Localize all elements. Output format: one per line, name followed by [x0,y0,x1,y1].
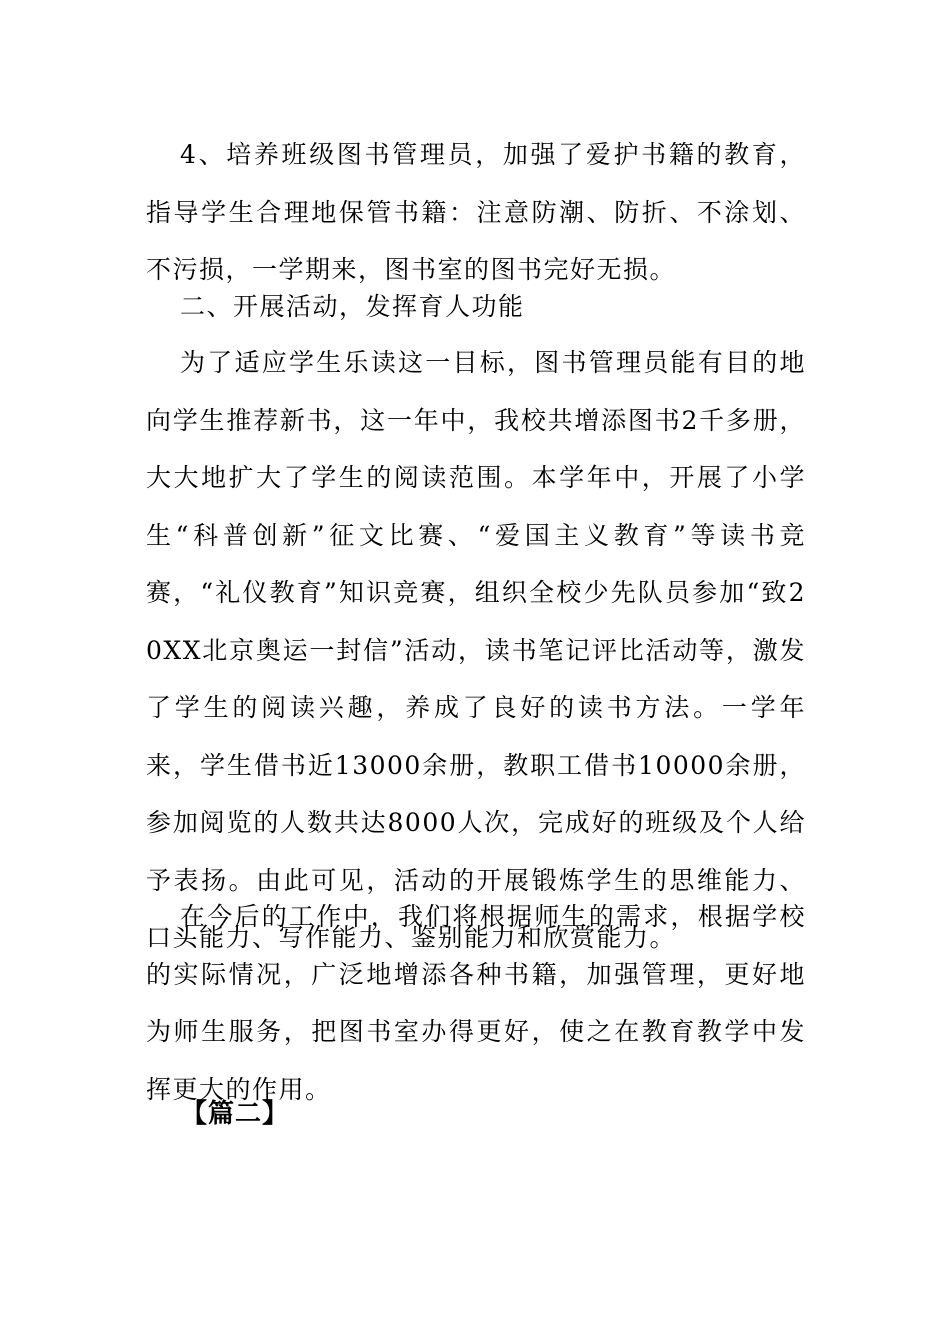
paragraph-librarian-training: 4、培养班级图书管理员，加强了爱护书籍的教育，指导学生合理地保管书籍：注意防潮、防折、不涂划、不污损，一学期来，图书室的图书完好无损。 [146,140,806,284]
paragraph-activities: 为了适应学生乐读这一目标，图书管理员能有目的地向学生推荐新书，这一年中，我校共增添图书2千多册，大大地扩大了学生的阅读范围。本学年中，开展了小学生“科普创新”征文比赛、“爱国主义教育”等读书竞赛，“礼仪教育”知识竞赛，组织全校少先队员参加“致20XX北京奥运一封信”活动，读书笔记评比活动等，激发了学生的阅读兴趣，养成了良好的读书方法。一学年来，学生借书近13000余册，教职工借书10000余册，参加阅览的人数共达8000人次，完成好的班级及个人给予表扬。由此可见，活动的开展锻炼学生的思维能力、口头能力、写作能力、鉴别能力和欣赏能力。 [146,348,806,952]
paragraph-future-work: 在今后的工作中，我们将根据师生的需求，根据学校的实际情况，广泛地增添各种书籍，加强管理，更好地为师生服务，把图书室办得更好，使之在教育教学中发挥更大的作用。 [146,902,806,1104]
section-subheading-activities: 二、开展活动，发挥育人功能 [180,292,525,321]
section-heading-part-two: 【篇二】 [181,1099,290,1129]
